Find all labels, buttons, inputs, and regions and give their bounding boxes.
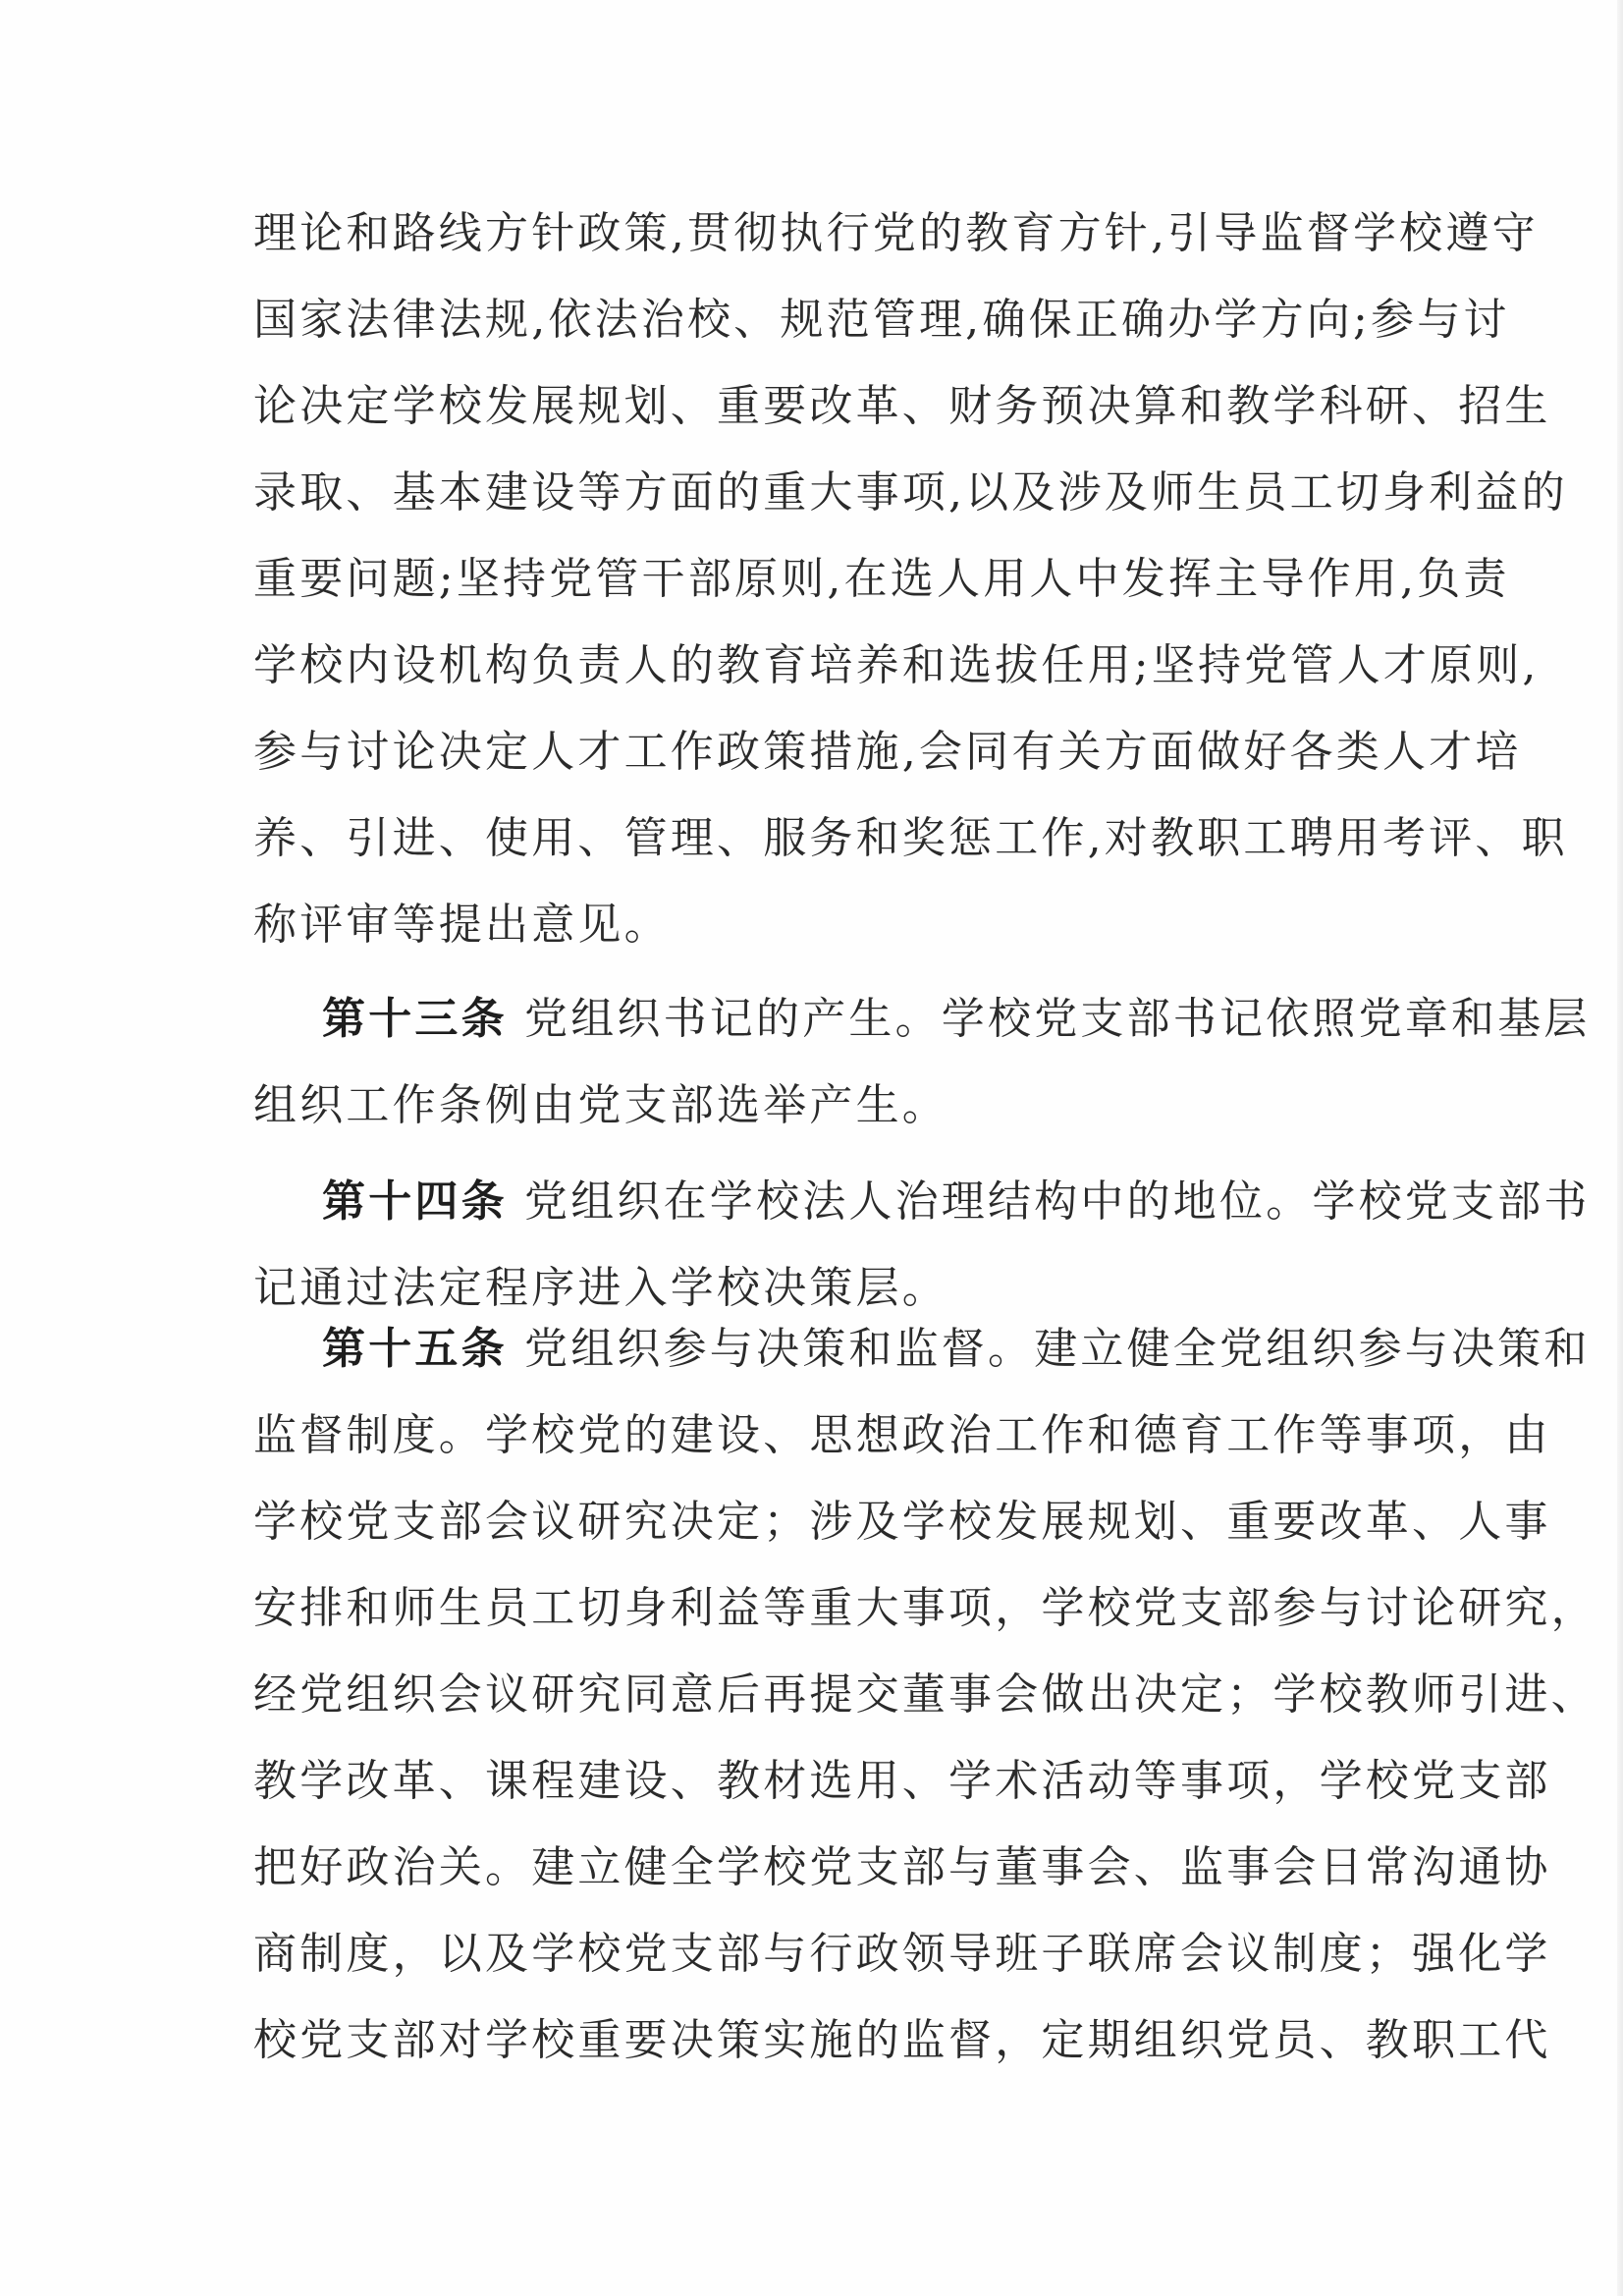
text-line: 校党支部对学校重要决策实施的监督，定期组织党员、教职工代 bbox=[253, 2015, 1551, 2065]
article-15 bbox=[253, 1306, 1597, 2084]
text-line: 理论和路线方针政策,贯彻执行党的教育方针,引导监督学校遵守 bbox=[253, 208, 1539, 258]
scan-edge-shadow bbox=[1617, 0, 1623, 2296]
text-line: 国家法律法规,依法治校、规范管理,确保正确办学方向;参与讨 bbox=[253, 295, 1510, 345]
article-label: 第十三条 bbox=[322, 994, 508, 1044]
text-line: 教学改革、课程建设、教材选用、学术活动等事项，学校党支部 bbox=[253, 1756, 1551, 1806]
text-line: 商制度，以及学校党支部与行政领导班子联席会议制度；强化学 bbox=[253, 1929, 1551, 1979]
article-first-line bbox=[253, 976, 1591, 1063]
text-line: 记通过法定程序进入学校决策层。 bbox=[253, 1263, 948, 1313]
text-line: 养、引进、使用、管理、服务和奖惩工作,对教职工聘用考评、职 bbox=[253, 813, 1568, 863]
text-line: 把好政治关。建立健全学校党支部与董事会、监事会日常沟通协 bbox=[253, 1842, 1551, 1892]
text-line: 经党组织会议研究同意后再提交董事会做出决定；学校教师引进、 bbox=[253, 1669, 1597, 1720]
text-line: 学校党支部会议研究决定；涉及学校发展规划、重要改革、人事 bbox=[253, 1497, 1551, 1547]
text-line: 论决定学校发展规划、重要改革、财务预决算和教学科研、招生 bbox=[253, 381, 1551, 431]
text-line: 学校内设机构负责人的教育培养和选拔任用;坚持党管人才原则, bbox=[253, 640, 1540, 690]
paragraph-continuation bbox=[253, 191, 1568, 968]
article-13 bbox=[253, 976, 1591, 1149]
article-text: 党组织在学校法人治理结构中的地位。学校党支部书 bbox=[524, 1176, 1591, 1227]
article-text: 党组织书记的产生。学校党支部书记依照党章和基层 bbox=[524, 994, 1591, 1044]
article-first-line bbox=[253, 1159, 1591, 1245]
article-first-line bbox=[253, 1306, 1591, 1393]
article-label: 第十四条 bbox=[322, 1176, 508, 1227]
text-line: 称评审等提出意见。 bbox=[253, 900, 671, 950]
article-text: 党组织参与决策和监督。建立健全党组织参与决策和 bbox=[524, 1324, 1591, 1374]
text-line: 监督制度。学校党的建设、思想政治工作和德育工作等事项，由 bbox=[253, 1410, 1551, 1460]
article-label: 第十五条 bbox=[322, 1324, 508, 1374]
text-line: 安排和师生员工切身利益等重大事项，学校党支部参与讨论研究， bbox=[253, 1583, 1597, 1633]
text-line: 组织工作条例由党支部选举产生。 bbox=[253, 1080, 948, 1130]
text-line: 参与讨论决定人才工作政策措施,会同有关方面做好各类人才培 bbox=[253, 727, 1522, 777]
text-line: 重要问题;坚持党管干部原则,在选人用人中发挥主导作用,负责 bbox=[253, 554, 1510, 604]
text-line: 录取、基本建设等方面的重大事项,以及涉及师生员工切身利益的 bbox=[253, 467, 1568, 518]
